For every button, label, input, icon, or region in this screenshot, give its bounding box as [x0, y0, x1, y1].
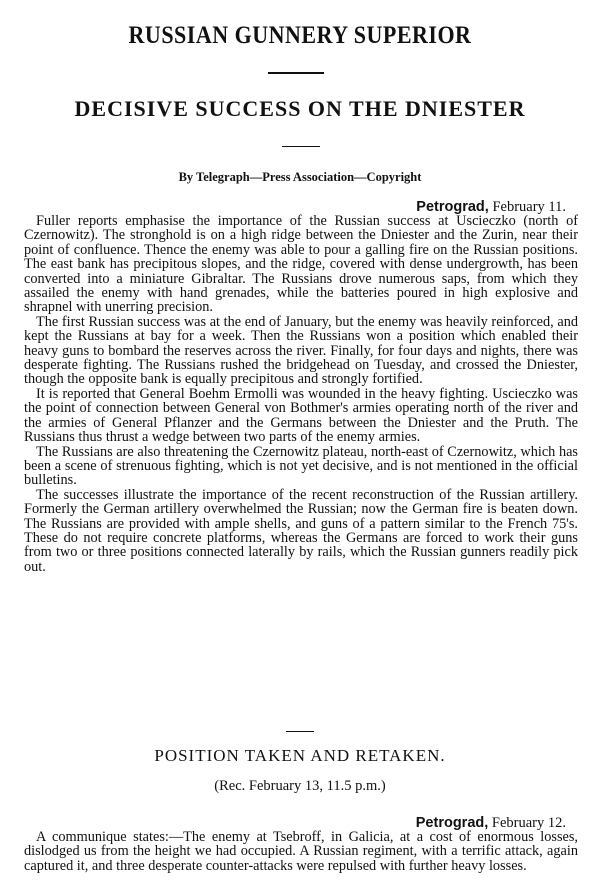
paragraph: The Russians are also threatening the Czernowitz plateau, north-east of Czernowitz, which has been a scene of strenuous fighting, which is not yet decisive, and is not mentioned in the official bulletins.: [24, 443, 578, 489]
dateline-date: February 11.: [492, 199, 566, 215]
dateline-place: Petrograd,: [415, 815, 489, 831]
dateline-date: February 12.: [491, 815, 566, 831]
paragraph: The first Russian success was at the end of January, but the enemy was heavily reinforced, and kept the Russians at bay for a week. Then the Russians won a position which enabled their heavy guns to bombard the reserves across the river. Finally, for four days and nights, there was desperate fighting. The Russians rushed the bridgehead on Tuesday, and crossed the Dniester, though the opposite bank is equally precipitous and strongly fortified.: [24, 313, 578, 388]
section-title: POSITION TAKEN AND RETAKEN.: [154, 746, 446, 765]
paragraph: The successes illustrate the importance of the recent reconstruction of the Russian artillery. Formerly the German artillery overwhelmed the Russian; now the German fire is beaten down. The Russians are provided with ample shells, and guns of a pattern similar to the French 75's. These do not require concrete platforms, whereas the Germans are forced to work their guns from two or three positions connected laterally by rails, which the Russian gunners readily pick out.: [24, 486, 578, 575]
divider-rule: [268, 72, 324, 74]
article-body: [24, 830, 578, 873]
byline: By Telegraph—Press Association—Copyright: [178, 170, 422, 184]
paragraph: A communique states:—The enemy at Tsebroff, in Galicia, at a cost of enormous losses, dislodged us from the height we had occupied. A Russian regiment, with a terrific attack, again captured it, and three desperate counter-attacks were repulsed with further heavy losses.: [24, 829, 578, 874]
divider-rule: [282, 146, 320, 147]
received-note: (Rec. February 13, 11.5 p.m.): [214, 778, 386, 794]
article-body: [24, 214, 578, 574]
paragraph: It is reported that General Boehm Ermolli was wounded in the heavy fighting. Uscieczko was the point of connection between General von Bothmer's armies operating north of the river and the armies of General Pflanzer and the Germans between the Dniester and the Pruth. The Russians thus thrust a wedge between two parts of the enemy armies.: [24, 385, 578, 446]
paragraph: Fuller reports emphasise the importance of the Russian success at Uscieczko (north of Czernowitz). The stronghold is on a high ridge between the Dniester and the Zurin, near their point of confluence. Thence the enemy was able to pour a galling fire on the Russian positions. The east bank has precipitous slopes, and the ridge, covered with dense undergrowth, has been converted into a miniature Gibraltar. The Russians drove numerous saps, from which they assailed the enemy with hand grenades, while the batteries poured in high explosive and shrapnel with unerring precision.: [24, 213, 578, 316]
dateline-place: Petrograd,: [416, 199, 489, 215]
subheadline: DECISIVE SUCCESS ON THE DNIESTER: [74, 96, 526, 121]
divider-rule: [286, 731, 314, 732]
headline: RUSSIAN GUNNERY SUPERIOR: [128, 20, 472, 49]
